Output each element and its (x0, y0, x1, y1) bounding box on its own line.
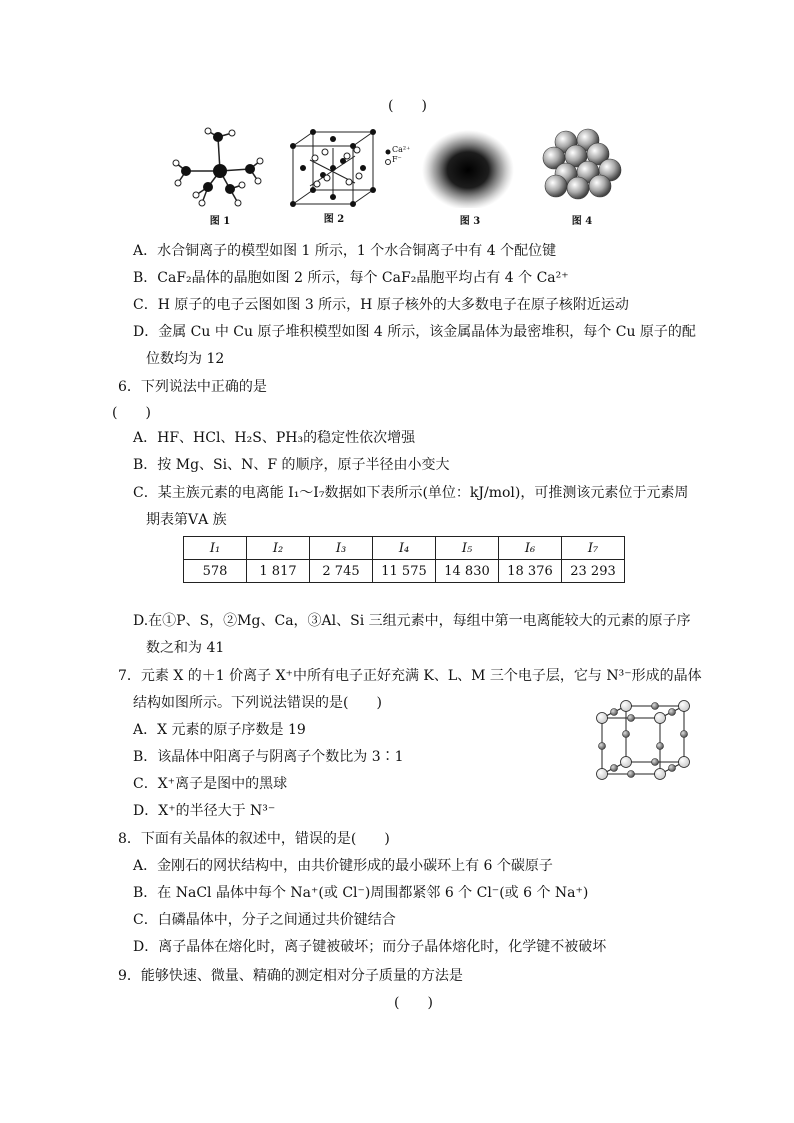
q5-option-b: B．CaF₂晶体的晶胞如图 2 所示，每个 CaF₂晶胞平均占有 4 个 Ca²⁺ (133, 270, 569, 286)
table-header-row (184, 537, 625, 560)
q7-stem-line-1: 7．元素 X 的＋1 价离子 X⁺中所有电子正好充满 K、L、M 三个电子层，它与 N³⁻形成的晶体 (118, 668, 702, 684)
q8-option-a: A．金刚石的网状结构中，由共价键形成的最小碳环上有 6 个碳原子 (133, 858, 553, 874)
figure-q7-crystal-structure (592, 700, 696, 786)
q6-option-c-cont: 期表第ⅤA 族 (146, 512, 227, 528)
q8-option-b: B．在 NaCl 晶体中每个 Na⁺(或 Cl⁻)周围都紧邻 6 个 Cl⁻(或 6 个 Na⁺) (133, 885, 589, 901)
figure-2-caf2-cell (285, 128, 385, 208)
figure-3-electron-cloud (418, 128, 518, 208)
table-header-cell: I₁ (184, 537, 247, 560)
q5-answer-paren: ( ) (388, 98, 427, 114)
ionization-energy-table (183, 536, 625, 583)
q6-option-b: B．按 Mg、Si、N、F 的顺序，原子半径由小变大 (133, 457, 450, 473)
figure-4-caption: 图 4 (571, 216, 593, 227)
q5-option-d: D．金属 Cu 中 Cu 原子堆积模型如图 4 所示，该金属晶体为最密堆积，每个 Cu 原子的配 (133, 324, 696, 340)
table-cell: 18 376 (499, 560, 562, 583)
q7-option-c: C．X⁺离子是图中的黑球 (133, 776, 288, 792)
table-cell: 1 817 (247, 560, 310, 583)
table-cell: 14 830 (436, 560, 499, 583)
q7-option-b: B．该晶体中阳离子与阴离子个数比为 3∶1 (133, 749, 404, 765)
table-header-cell: I₂ (247, 537, 310, 560)
table-header-cell: I₆ (499, 537, 562, 560)
table-row (184, 560, 625, 583)
table-header-cell: I₄ (373, 537, 436, 560)
figure-2-legend-f: F⁻ (392, 155, 402, 164)
table-header-cell: I₅ (436, 537, 499, 560)
table-cell: 11 575 (373, 560, 436, 583)
q7-option-a: A．X 元素的原子序数是 19 (133, 722, 306, 738)
q7-stem-line-2: 结构如图所示。下列说法错误的是( ) (133, 695, 382, 711)
figure-3-caption: 图 3 (459, 216, 481, 227)
q9-stem: 9．能够快速、微量、精确的测定相对分子质量的方法是 (118, 968, 463, 984)
table-header-cell: I₇ (562, 537, 625, 560)
table-cell: 23 293 (562, 560, 625, 583)
q5-option-d-cont: 位数均为 12 (146, 351, 225, 367)
figure-1-caption: 图 1 (209, 216, 231, 227)
figure-4-cu-packing (536, 126, 626, 202)
q9-answer-paren: ( ) (394, 995, 433, 1011)
table-cell: 2 745 (310, 560, 373, 583)
figure-2-legend-dots (384, 148, 392, 168)
figure-2-legend-ca: Ca²⁺ (392, 145, 411, 154)
q6-stem: 6．下列说法中正确的是 (118, 379, 267, 395)
q8-stem: 8．下面有关晶体的叙述中，错误的是( ) (118, 831, 390, 847)
q6-option-d: D.在①P、S，②Mg、Ca，③Al、Si 三组元素中，每组中第一电离能较大的元素的原子序 (133, 613, 691, 629)
figure-1-hydrated-copper-ion (168, 125, 268, 215)
table-cell: 578 (184, 560, 247, 583)
q6-option-d-cont: 数之和为 41 (146, 640, 225, 656)
q5-option-c: C．H 原子的电子云图如图 3 所示，H 原子核外的大多数电子在原子核附近运动 (133, 297, 629, 313)
q7-option-d: D．X⁺的半径大于 N³⁻ (133, 803, 276, 819)
q6-option-a: A．HF、HCl、H₂S、PH₃的稳定性依次增强 (133, 430, 416, 446)
q8-option-c: C．白磷晶体中，分子之间通过共价键结合 (133, 912, 396, 928)
q5-option-a: A．水合铜离子的模型如图 1 所示，1 个水合铜离子中有 4 个配位键 (133, 243, 557, 259)
q8-option-d: D．离子晶体在熔化时，离子键被破坏；而分子晶体熔化时，化学键不被破坏 (133, 939, 607, 955)
q6-answer-paren: ( ) (112, 405, 151, 421)
table-header-cell: I₃ (310, 537, 373, 560)
figure-2-caption: 图 2 (323, 214, 345, 225)
q6-option-c: C．某主族元素的电离能 I₁～I₇数据如下表所示(单位：kJ/mol)，可推测该元素位于元素周 (133, 485, 689, 501)
